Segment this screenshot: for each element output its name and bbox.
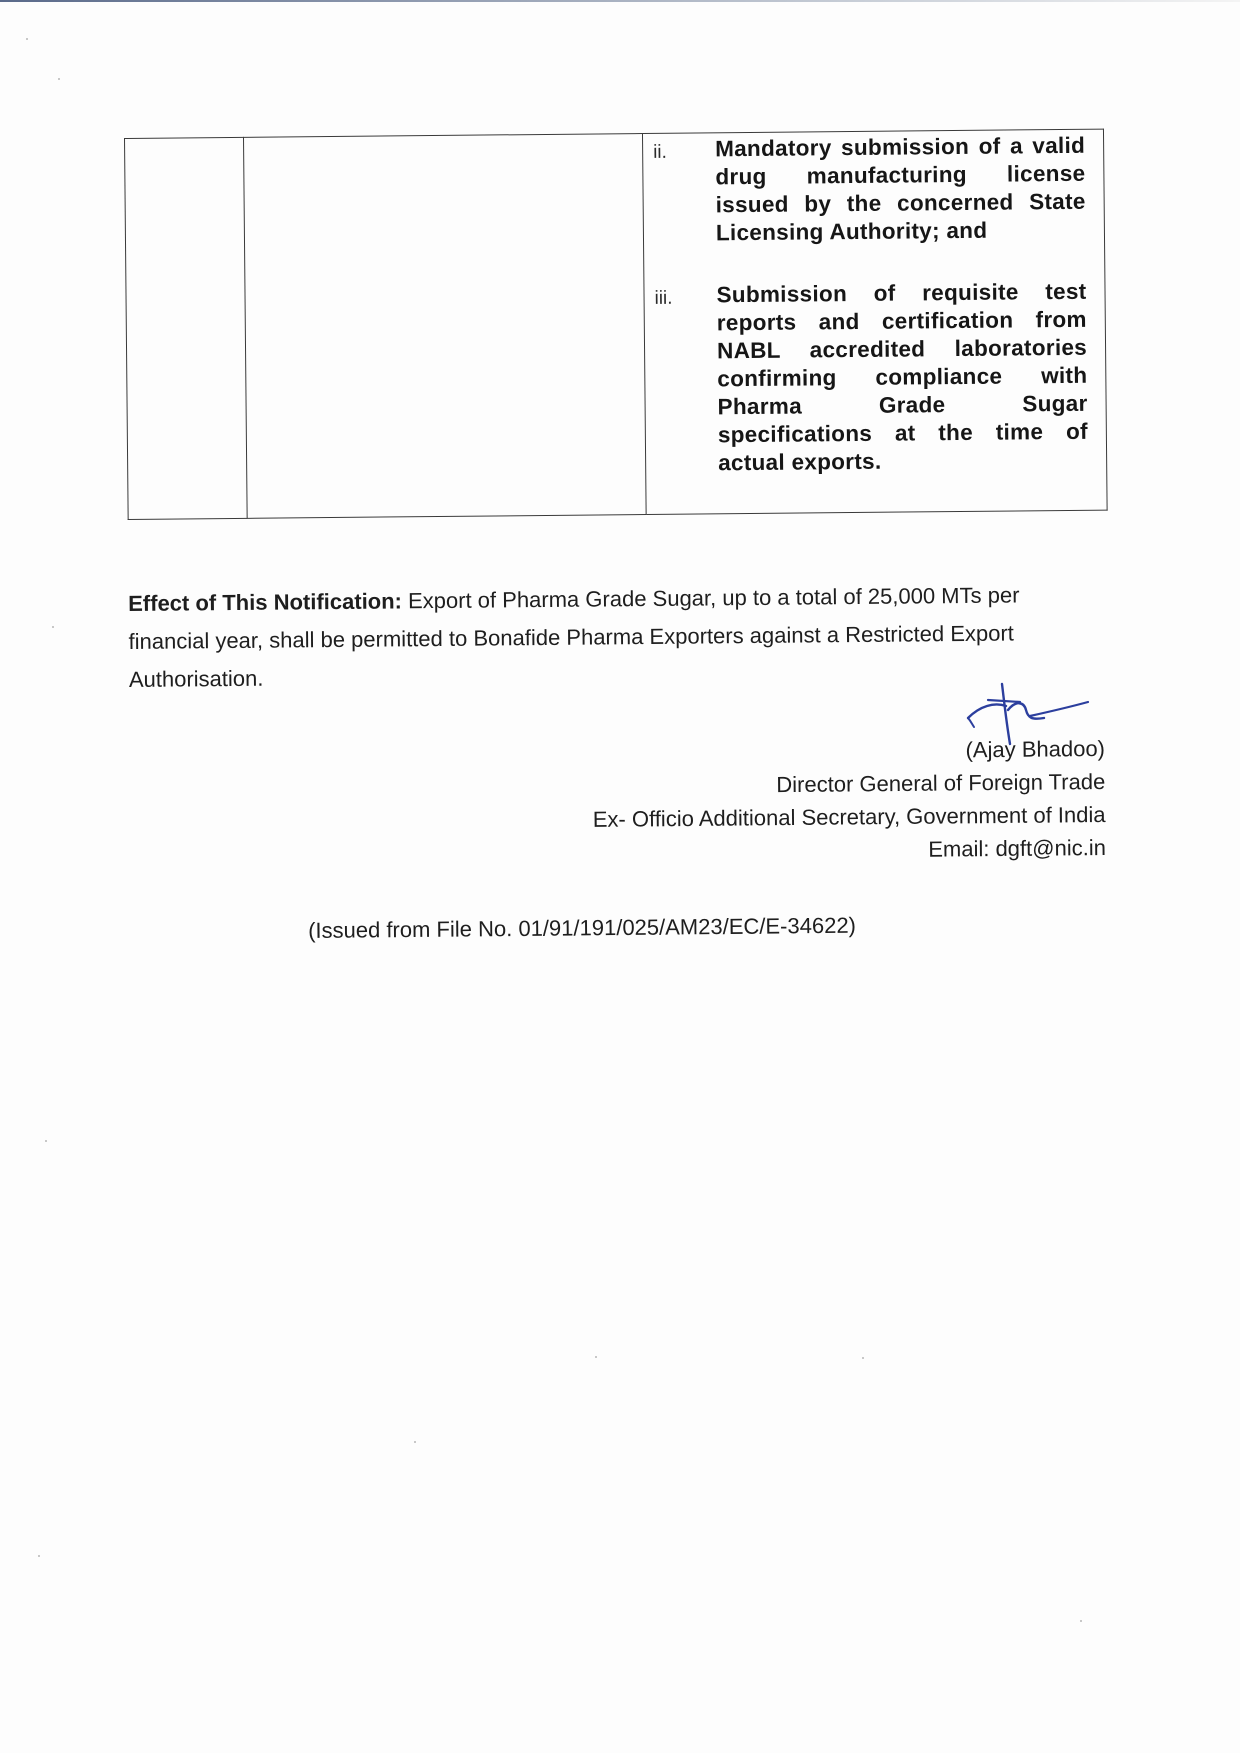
condition-text: Mandatory submission of a valid drug manufacturing license issued by the concerned State Licensing Authority; and: [715, 132, 1086, 246]
scan-speck: [414, 1441, 416, 1443]
condition-number: iii.: [654, 287, 673, 309]
signatory-office: Ex- Officio Additional Secretary, Government of India: [592, 801, 1106, 832]
table-cell-description: [243, 134, 646, 519]
list-item: [654, 278, 1088, 478]
table-cell-serial: [125, 137, 248, 519]
effect-label: Effect of This Notification:: [128, 588, 403, 616]
table-row: [125, 129, 1108, 519]
condition-text: Submission of requisite test reports and certification from NABL accredited laboratories confirming compliance with Pharma Grade Sugar specifications at the time of actual exports.: [716, 278, 1088, 476]
signatory-designation: Director General of Foreign Trade: [776, 768, 1106, 798]
scan-speck: [1080, 1620, 1082, 1622]
conditions-table-container: [124, 129, 1104, 520]
conditions-list: [643, 130, 1106, 478]
effect-text: Export of Pharma Grade Sugar, up to a total of 25,000 MTs per financial year, shall be permitted to Bonafide Pharma Exporters against a Restricted Export Authorisation.: [128, 582, 1020, 692]
signatory-block: [592, 732, 1106, 869]
signatory-email: Email: dgft@nic.in: [928, 834, 1107, 862]
condition-number: ii.: [653, 141, 667, 163]
scan-speck: [52, 626, 54, 628]
signatory-name: (Ajay Bhadoo): [965, 735, 1106, 763]
scan-speck: [862, 1357, 864, 1359]
list-item: [653, 132, 1086, 248]
scan-speck: [38, 1555, 40, 1557]
scan-speck: [58, 78, 60, 80]
scan-speck: [595, 1356, 597, 1358]
conditions-table: [124, 129, 1108, 520]
table-cell-conditions: [642, 129, 1107, 514]
scan-speck: [45, 1140, 47, 1142]
issued-from-file-number: (Issued from File No. 01/91/191/025/AM23/EC/E-34622): [308, 912, 857, 943]
scan-edge-line: [0, 0, 1240, 2]
effect-paragraph: [128, 576, 1103, 699]
scan-speck: [26, 38, 28, 40]
